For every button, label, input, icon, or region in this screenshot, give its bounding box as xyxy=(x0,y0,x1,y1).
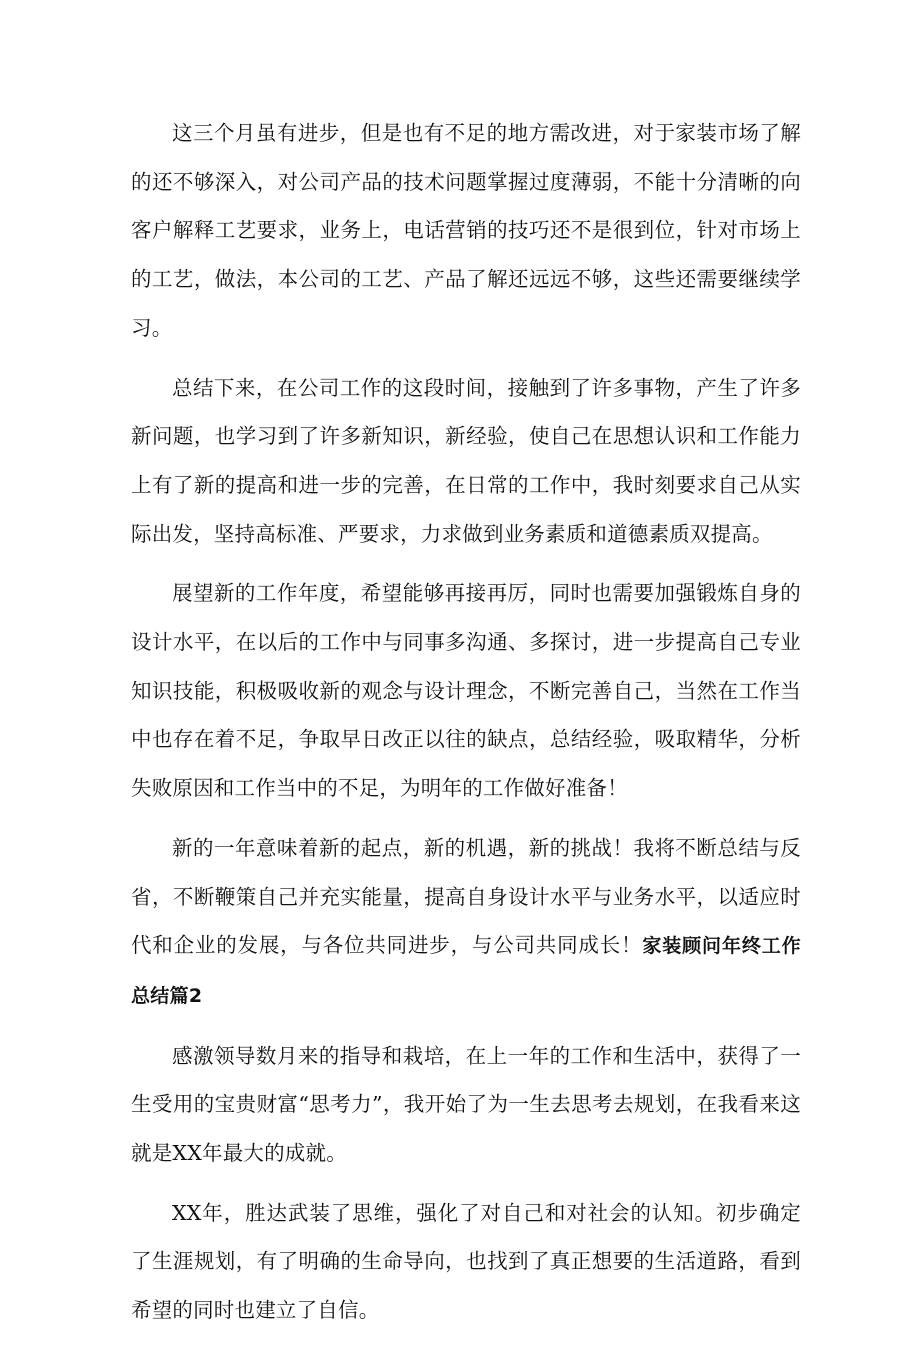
section-heading: 家装顾问年终工作总结篇2 xyxy=(131,935,801,1007)
paragraph-2 xyxy=(131,364,801,559)
paragraph-1 xyxy=(131,109,801,353)
paragraph-6 xyxy=(131,1189,801,1335)
paragraph-5 xyxy=(131,1032,801,1178)
paragraph-1-text: 这三个月虽有进步，但是也有不足的地方需改进，对于家装市场了解的还不够深入，对公司产品的技术问题掌握过度薄弱，不能十分清晰的向客户解释工艺要求，业务上，电话营销的技巧还不是很到位，针对市场上的工艺，做法，本公司的工艺、产品了解还远远不够，这些还需要继续学习。 xyxy=(131,121,801,340)
paragraph-4 xyxy=(131,824,801,1021)
paragraph-4-text: 新的一年意味着新的起点，新的机遇，新的挑战！我将不断总结与反省，不断鞭策自己并充实能量，提高自身设计水平与业务水平，以适应时代和企业的发展，与各位共同进步，与公司共同成长！ xyxy=(131,835,801,958)
paragraph-6-text: XX年，胜达武装了思维，强化了对自己和对社会的认知。初步确定了生涯规划，有了明确的生命导向，也找到了真正想要的生活道路，看到希望的同时也建立了自信。 xyxy=(131,1200,801,1323)
document-body xyxy=(131,109,801,1346)
paragraph-3-text: 展望新的工作年度，希望能够再接再厉，同时也需要加强锻炼自身的设计水平，在以后的工作中与同事多沟通、多探讨，进一步提高自己专业知识技能，积极吸收新的观念与设计理念，不断完善自己，当然在工作当中也存在着不足，争取早日改正以往的缺点，总结经验，吸取精华，分析失败原因和工作当中的不足，为明年的工作做好准备！ xyxy=(131,581,801,801)
paragraph-2-text: 总结下来，在公司工作的这段时间，接触到了许多事物，产生了许多新问题，也学习到了许多新知识，新经验，使自己在思想认识和工作能力上有了新的提高和进一步的完善，在日常的工作中，我时刻要求自己从实际出发，坚持高标准、严要求，力求做到业务素质和道德素质双提高。 xyxy=(131,375,801,546)
paragraph-3 xyxy=(131,569,801,813)
paragraph-5-text: 感激领导数月来的指导和栽培，在上一年的工作和生活中，获得了一生受用的宝贵财富“思考力”，我开始了为一生去思考去规划，在我看来这就是XX年最大的成就。 xyxy=(131,1043,801,1166)
